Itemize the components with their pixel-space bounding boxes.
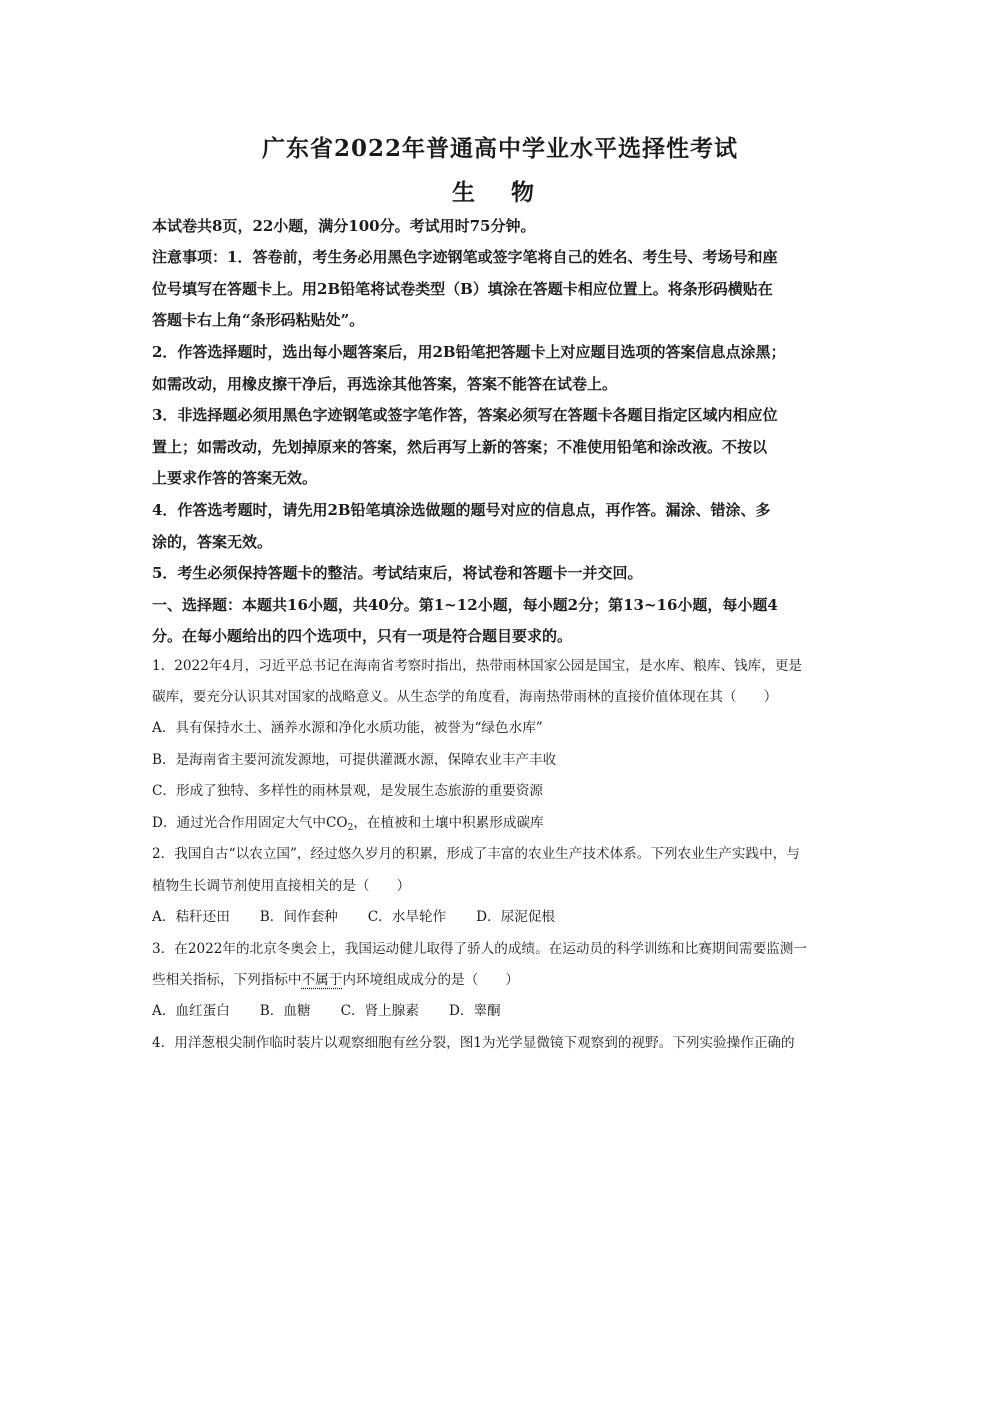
notice-line: 如需改动，用橡皮擦干净后，再选涂其他答案，答案不能答在试卷上。 xyxy=(152,375,618,393)
section-heading: 一、选择题：本题共16小题，共40分。第1~12小题，每小题2分；第13~16小题，每小题4 xyxy=(152,596,778,614)
stem-text-end: 内环境组成成分的是（ ） xyxy=(342,972,520,988)
question-3-stem xyxy=(152,974,852,988)
question-4-stem: 4．用洋葱根尖制作临时装片以观察细胞有丝分裂，图1为光学显微镜下观察到的视野。下列实验操作正确的 xyxy=(152,1035,795,1051)
subject-title: 生 物 xyxy=(451,179,548,206)
option-d-text: D．通过光合作用固定大气中CO xyxy=(152,815,348,831)
notice-line: 置上；如需改动，先划掉原来的答案，然后再写上新的答案；不准使用铅笔和涂改液。不按以 xyxy=(152,438,768,456)
question-1-stem: 碳库，要充分认识其对国家的战略意义。从生态学的角度看，海南热带雨林的直接价值体现在其（ ） xyxy=(152,689,778,705)
notice-line: 涂的，答案无效。 xyxy=(152,533,273,551)
question-3-option-d: D．睾酮 xyxy=(448,1003,501,1019)
notice-line: 3．非选择题必须用黑色字迹钢笔或签字笔作答，答案必须写在答题卡各题目指定区域内相应位 xyxy=(152,406,778,424)
notice-line: 2．作答选择题时，选出每小题答案后，用2B铅笔把答题卡上对应题目选项的答案信息点涂黑； xyxy=(152,343,786,361)
question-3-option-a: A．血红蛋白 xyxy=(152,1003,230,1019)
question-2-stem: 2．我国自古“以农立国”，经过悠久岁月的积累，形成了丰富的农业生产技术体系。下列农业生产实践中，与 xyxy=(152,846,800,862)
stem-text: 些相关指标，下列指标中 xyxy=(152,972,302,988)
notice-line: 5．考生必须保持答题卡的整洁。考试结束后，将试卷和答题卡一并交回。 xyxy=(152,564,643,582)
question-2-option-d: D．尿泥促根 xyxy=(476,909,556,925)
question-1-option-c: C．形成了独特、多样性的雨林景观，是发展生态旅游的重要资源 xyxy=(152,783,544,799)
exam-title: 广东省2022年普通高中学业水平选择性考试 xyxy=(261,135,738,162)
question-2-option-b: B．间作套种 xyxy=(259,909,338,925)
notice-line: 注意事项：1．答卷前，考生务必用黑色字迹钢笔或签字笔将自己的姓名、考生号、考场号和座 xyxy=(152,248,778,266)
exam-info: 本试卷共8页，22小题，满分100分。考试用时75分钟。 xyxy=(152,217,536,235)
question-3-options xyxy=(152,1005,852,1019)
section-heading: 分。在每小题给出的四个选项中，只有一项是符合题目要求的。 xyxy=(152,627,573,645)
notice-line: 上要求作答的答案无效。 xyxy=(152,469,318,487)
question-1-option-b: B．是海南省主要河流发源地，可提供灌溉水源，保障农业丰产丰收 xyxy=(152,752,557,768)
question-2-options xyxy=(152,911,852,925)
question-3-option-b: B．血糖 xyxy=(259,1003,311,1019)
question-3-stem: 3．在2022年的北京冬奥会上，我国运动健儿取得了骄人的成绩。在运动员的科学训练和比赛期间需要监测一 xyxy=(152,941,807,957)
notice-line: 4．作答选考题时，请先用2B铅笔填涂选做题的题号对应的信息点，再作答。漏涂、错涂、多 xyxy=(152,501,771,519)
question-3-option-c: C．肾上腺素 xyxy=(340,1003,419,1019)
emphasized-text: 不属于 xyxy=(301,972,343,988)
notice-line: 答题卡右上角“条形码粘贴处”。 xyxy=(152,311,365,329)
question-2-stem: 植物生长调节剂使用直接相关的是（ ） xyxy=(152,878,411,894)
question-2-option-a: A．秸秆还田 xyxy=(152,909,230,925)
question-1-option-a: A．具有保持水土、涵养水源和净化水质功能，被誉为“绿色水库” xyxy=(152,720,543,736)
option-d-text-end: ，在植被和土壤中积累形成碳库 xyxy=(353,815,544,831)
question-1-stem: 1．2022年4月，习近平总书记在海南省考察时指出，热带雨林国家公园是国宝，是水库、粮库、钱库，更是 xyxy=(152,658,803,674)
question-1-option-d xyxy=(152,817,852,833)
notice-line: 位号填写在答题卡上。用2B铅笔将试卷类型（B）填涂在答题卡相应位置上。将条形码横贴在 xyxy=(152,280,773,298)
subscript-2: 2 xyxy=(347,823,354,833)
question-2-option-c: C．水旱轮作 xyxy=(367,909,447,925)
